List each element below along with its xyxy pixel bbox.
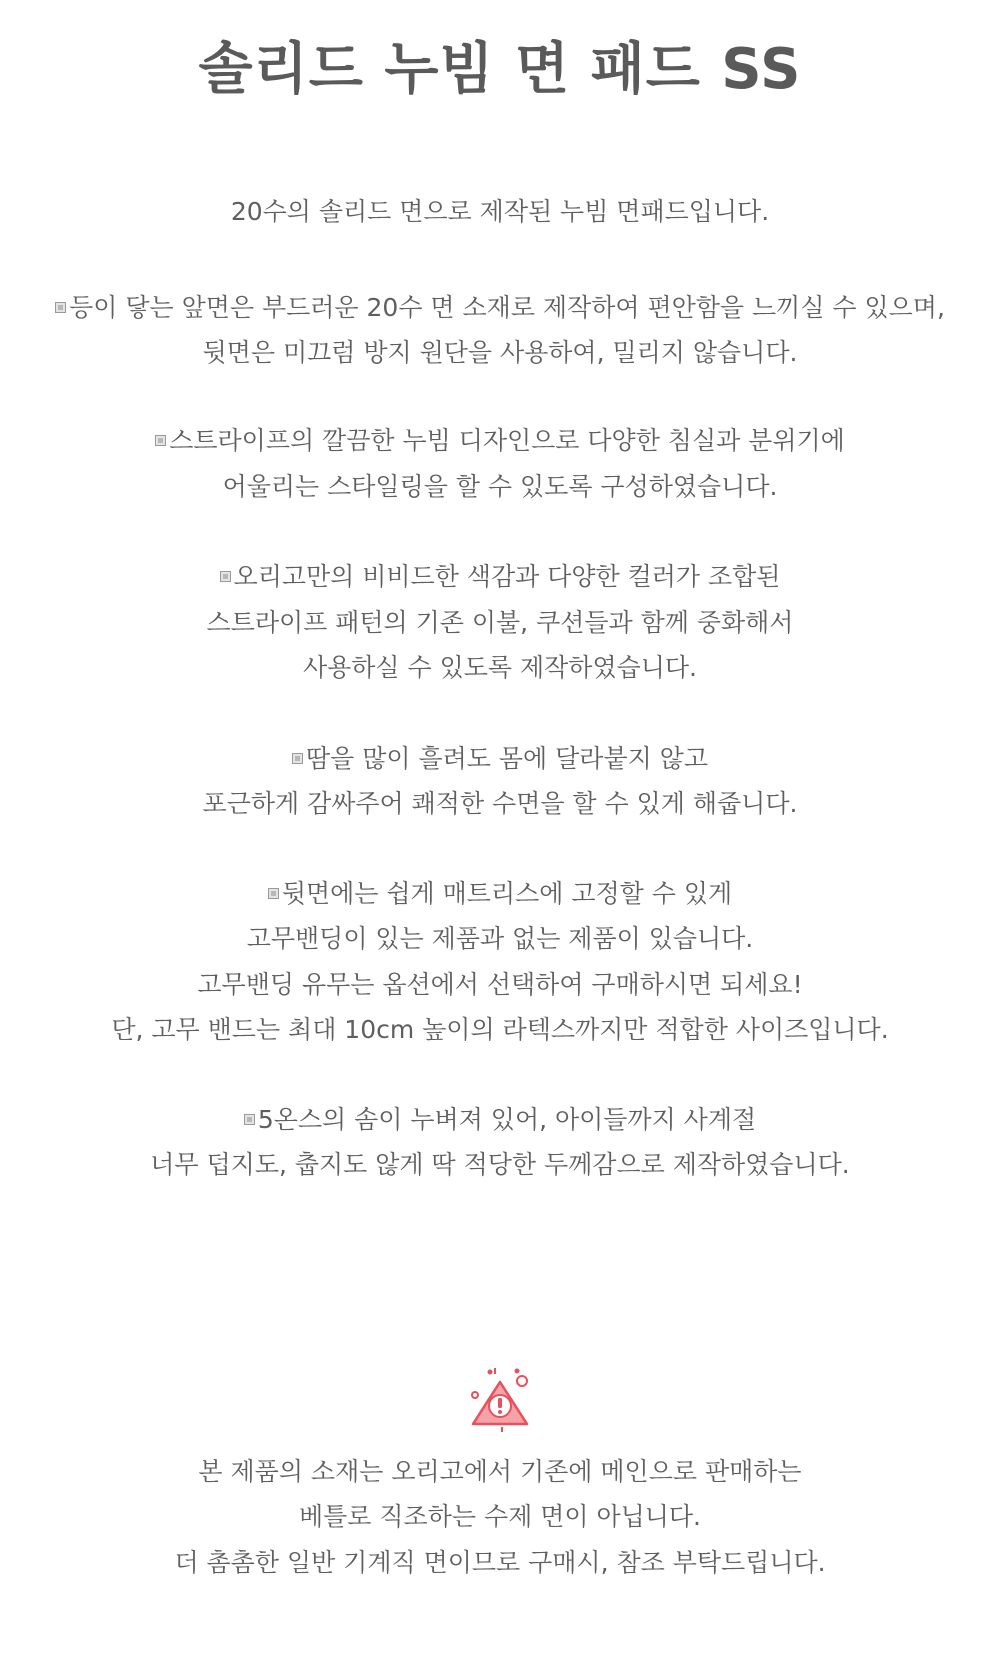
feature-5-line-4: 단, 고무 밴드는 최대 10cm 높이의 라텍스까지만 적합한 사이즈입니다. [111, 1015, 889, 1044]
bullet-icon [55, 302, 66, 313]
bullet-icon [292, 753, 303, 764]
feature-6-line-2: 너무 덥지도, 춥지도 않게 딱 적당한 두께감으로 제작하였습니다. [150, 1150, 850, 1179]
feature-3-line-3: 사용하실 수 있도록 제작하였습니다. [302, 653, 698, 682]
bullet-icon [268, 888, 279, 899]
feature-6-line-1: 5온스의 솜이 누벼져 있어, 아이들까지 사계절 [0, 1098, 1000, 1142]
intro-text: 20수의 솔리드 면으로 제작된 누빔 면패드입니다. [230, 197, 770, 226]
feature-1-line-1: 등이 닿는 앞면은 부드러운 20수 면 소재로 제작하여 편안함을 느끼실 수 있으며, [0, 286, 1000, 330]
notice-line-2: 베틀로 직조하는 수제 면이 아닙니다. [299, 1502, 701, 1531]
page-title: 솔리드 누빔 면 패드 SS [198, 37, 802, 102]
feature-1-line-2: 뒷면은 미끄럼 방지 원단을 사용하여, 밀리지 않습니다. [202, 338, 798, 367]
feature-4-line-1: 땀을 많이 흘려도 몸에 달라붙지 않고 [0, 737, 1000, 781]
notice-line-1: 본 제품의 소재는 오리고에서 기존에 메인으로 판매하는 [198, 1457, 802, 1486]
warning-icon [465, 1368, 535, 1434]
feature-2-line-2: 어울리는 스타일링을 할 수 있도록 구성하였습니다. [222, 472, 778, 501]
bullet-icon [220, 571, 231, 582]
feature-5-line-1: 뒷면에는 쉽게 매트리스에 고정할 수 있게 [0, 872, 1000, 916]
feature-5-line-3: 고무밴딩 유무는 옵션에서 선택하여 구매하시면 되세요! [197, 970, 803, 999]
feature-3-line-2: 스트라이프 패턴의 기존 이불, 쿠션들과 함께 중화해서 [206, 608, 794, 637]
bullet-icon [244, 1114, 255, 1125]
feature-4-line-2: 포근하게 감싸주어 쾌적한 수면을 할 수 있게 해줍니다. [202, 789, 798, 818]
feature-5-line-2: 고무밴딩이 있는 제품과 없는 제품이 있습니다. [246, 924, 754, 953]
notice-line-3: 더 촘촘한 일반 기계직 면이므로 구매시, 참조 부탁드립니다. [174, 1548, 826, 1577]
feature-3-line-1: 오리고만의 비비드한 색감과 다양한 컬러가 조합된 [0, 555, 1000, 599]
feature-2-line-1: 스트라이프의 깔끔한 누빔 디자인으로 다양한 침실과 분위기에 [0, 419, 1000, 463]
bullet-icon [155, 435, 166, 446]
